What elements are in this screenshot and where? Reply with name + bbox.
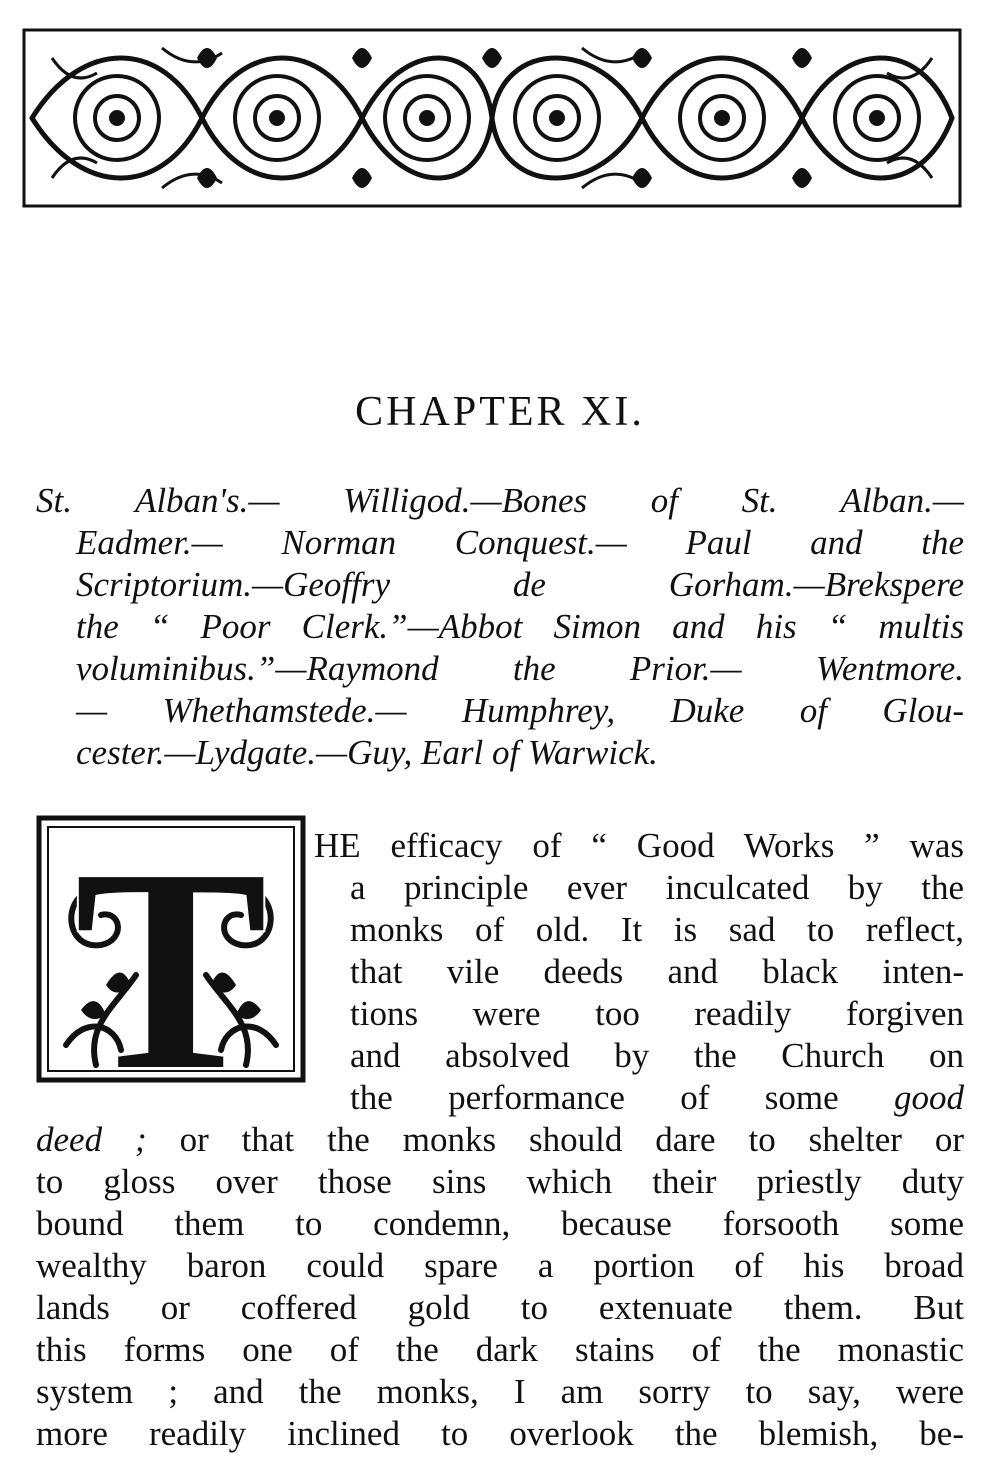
summary-line: St. Alban's.— Willigod.—Bones of St. Alban.— — [36, 481, 964, 520]
summary-line: Scriptorium.—Geoffry de Gorham.—Brekspere — [76, 565, 964, 604]
body-line: bound them to condemn, because forsooth some — [36, 1204, 964, 1243]
body-line: and absolved by the Church on — [350, 1036, 964, 1075]
chapter-summary — [36, 480, 964, 774]
body-line: wealthy baron could spare a portion of his broad — [36, 1246, 964, 1285]
body-text-segment: the performance of some — [350, 1078, 894, 1117]
body-line: system ; and the monks, I am sorry to say, were — [36, 1372, 964, 1411]
summary-line: the “ Poor Clerk.”—Abbot Simon and his “ multis — [76, 607, 964, 646]
body-line — [350, 1077, 964, 1119]
drop-cap-letter: T — [74, 815, 268, 1083]
body-line: HE efficacy of “ Good Works ” was — [314, 826, 964, 865]
chapter-title: CHAPTER XI. — [355, 389, 645, 435]
body-line: tions were too readily forgiven — [350, 994, 964, 1033]
body-paragraph — [36, 825, 964, 1455]
scrollwork-ornament-icon — [22, 28, 962, 208]
italic-word: good — [894, 1078, 964, 1117]
body-line: more readily inclined to overlook the blemish, be- — [36, 1414, 964, 1453]
body-text-segment: or that the monks should dare to shelter or — [146, 1120, 964, 1159]
body-line: a principle ever inculcated by the — [350, 868, 964, 907]
summary-line: Eadmer.— Norman Conquest.— Paul and the — [76, 523, 964, 562]
summary-line: — Whethamstede.— Humphrey, Duke of Glou- — [76, 691, 964, 730]
body-line: lands or coffered gold to extenuate them. But — [36, 1288, 964, 1327]
body-line: this forms one of the dark stains of the monastic — [36, 1330, 964, 1369]
italic-word: deed ; — [36, 1120, 147, 1159]
body-line: monks of old. It is sad to reflect, — [350, 910, 964, 949]
summary-line: cester.—Lydgate.—Guy, Earl of Warwick. — [76, 733, 658, 772]
summary-line: voluminibus.”—Raymond the Prior.— Wentmore. — [76, 649, 964, 688]
body-line: that vile deeds and black inten- — [350, 952, 964, 991]
body-line — [36, 1119, 964, 1161]
body-line: to gloss over those sins which their priestly duty — [36, 1162, 964, 1201]
ornamental-headpiece — [22, 28, 962, 208]
